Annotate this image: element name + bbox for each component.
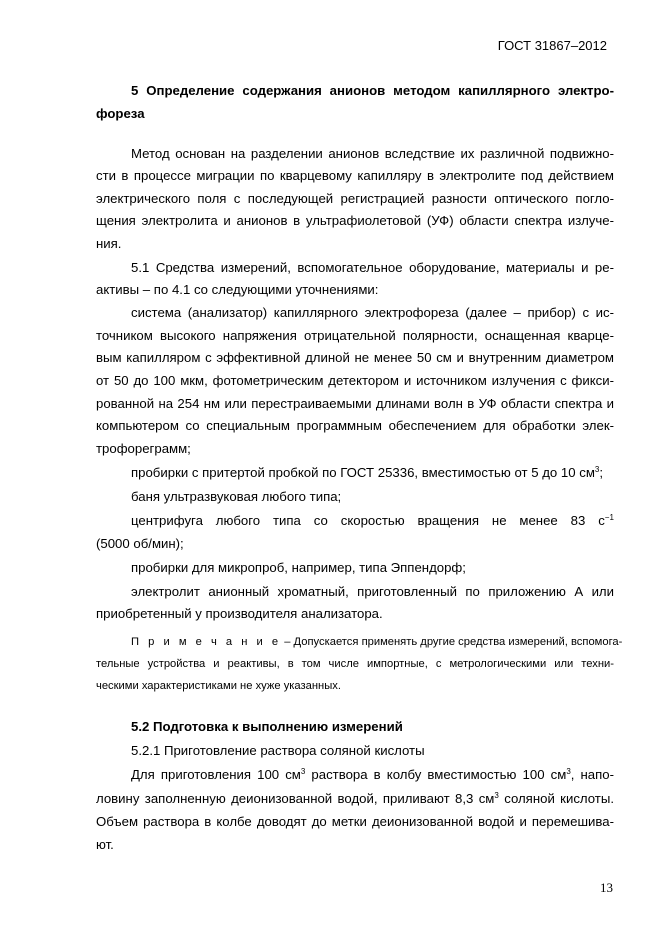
centrifuge-word: 83 (570, 513, 586, 528)
centrifuge-word: центрифуга (131, 513, 203, 528)
centrifuge-word: менее (519, 513, 558, 528)
s51-line: 5.1 Средства измерений, вспомогательное оборудование, материалы и ре- (131, 260, 614, 275)
section-title-line2: фореза (96, 106, 145, 121)
s52-p1 (131, 767, 614, 783)
standard-header: ГОСТ 31867–2012 (497, 38, 607, 53)
s52-text: , напо- (570, 767, 615, 782)
unit-superscript: −1 (604, 513, 614, 522)
system-line: компьютером со специальным программным обеспечением для обработки элек- (96, 418, 614, 433)
electrolyte-line: приобретенный у производителя анализатора. (96, 606, 383, 621)
note-line2: тельные устройства и реактивы, в том числе импортные, с метрологическими или техни- (96, 658, 614, 670)
s52-text: Для приготовления 100 см (131, 767, 301, 782)
centrifuge-line2: (5000 об/мин); (96, 536, 184, 551)
tubes-text: пробирки с притертой пробкой по ГОСТ 25336, вместимостью от 5 до 10 см (131, 465, 595, 480)
bath-line: баня ультразвуковая любого типа; (131, 489, 342, 504)
centrifuge-word: типа (273, 513, 301, 528)
note-text: – Допускается применять другие средства измерений, вспомога- (281, 636, 623, 648)
unit-superscript: 3 (566, 767, 571, 776)
system-line: точником высокого напряжения отрицательной полярности, оснащенная кварце- (96, 328, 614, 343)
centrifuge-word: вращения (417, 513, 480, 528)
intro-line: Метод основан на разделении анионов вследствие их различной подвижно- (131, 146, 614, 161)
section-title-line1: 5 Определение содержания анионов методом капиллярного электро- (131, 83, 614, 98)
page-number: 13 (600, 880, 613, 895)
electrolyte-line: электролит анионный хроматный, приготовленный по приложению А или (131, 584, 614, 599)
unit-superscript: 3 (300, 767, 306, 776)
s52-p4: ют. (96, 837, 114, 852)
s52-text: соляной кислоты. (498, 791, 614, 806)
s52-p2 (96, 791, 614, 807)
intro-line: электрического поля с последующей регистрацией разности оптического погло- (96, 191, 614, 206)
centrifuge-unit (598, 513, 614, 529)
system-line: от 50 до 100 мкм, фотометрическим детектором и источником излучения с фикси- (96, 373, 614, 388)
system-line: трофореграмм; (96, 441, 191, 456)
intro-line: ния. (96, 236, 122, 251)
tubes-tail: ; (599, 465, 604, 480)
centrifuge-word: любого (215, 513, 261, 528)
centrifuge-word: скоростью (340, 513, 405, 528)
unit-superscript: 3 (594, 465, 600, 474)
s52-p3: Объем раствора в колбе доводят до метки деионизованной водой и перемешива- (96, 814, 614, 829)
note-line1 (131, 634, 623, 650)
system-line: вым капилляром с эффективной длиной не менее 50 см и внутренним диаметром (96, 350, 614, 365)
note-line3: ческими характеристиками не хуже указанных. (96, 680, 341, 692)
s51-line: активы – по 4.1 со следующими уточнениями: (96, 282, 379, 297)
system-line: система (анализатор) капиллярного электрофореза (далее – прибор) с ис- (131, 305, 614, 320)
s52-text: раствора в колбу вместимостью 100 см (305, 767, 567, 782)
subsection-title: 5.2 Подготовка к выполнению измерений (131, 719, 403, 734)
note-label: П р и м е ч а н и е (131, 636, 282, 648)
unit-superscript: 3 (494, 791, 499, 800)
tubes-line (131, 465, 614, 481)
system-line: рованной на 254 нм или перестраиваемыми длинами волн в УФ области спектра и (96, 396, 614, 411)
subsubsection-title: 5.2.1 Приготовление раствора соляной кислоты (131, 743, 425, 758)
intro-line: сти в процессе миграции по кварцевому капилляру в электролите под действием (96, 168, 614, 183)
centrifuge-word: со (313, 513, 328, 528)
centrifuge-word: с (598, 513, 605, 528)
microtubes-line: пробирки для микропроб, например, типа Эппендорф; (131, 560, 466, 575)
s52-text: ловину заполненную деионизованной водой, приливают 8,3 см (96, 791, 495, 806)
centrifuge-word: не (491, 513, 507, 528)
intro-line: щения электролита и анионов в ультрафиолетовой (УФ) области спектра излуче- (96, 213, 614, 228)
centrifuge-line (131, 513, 614, 529)
